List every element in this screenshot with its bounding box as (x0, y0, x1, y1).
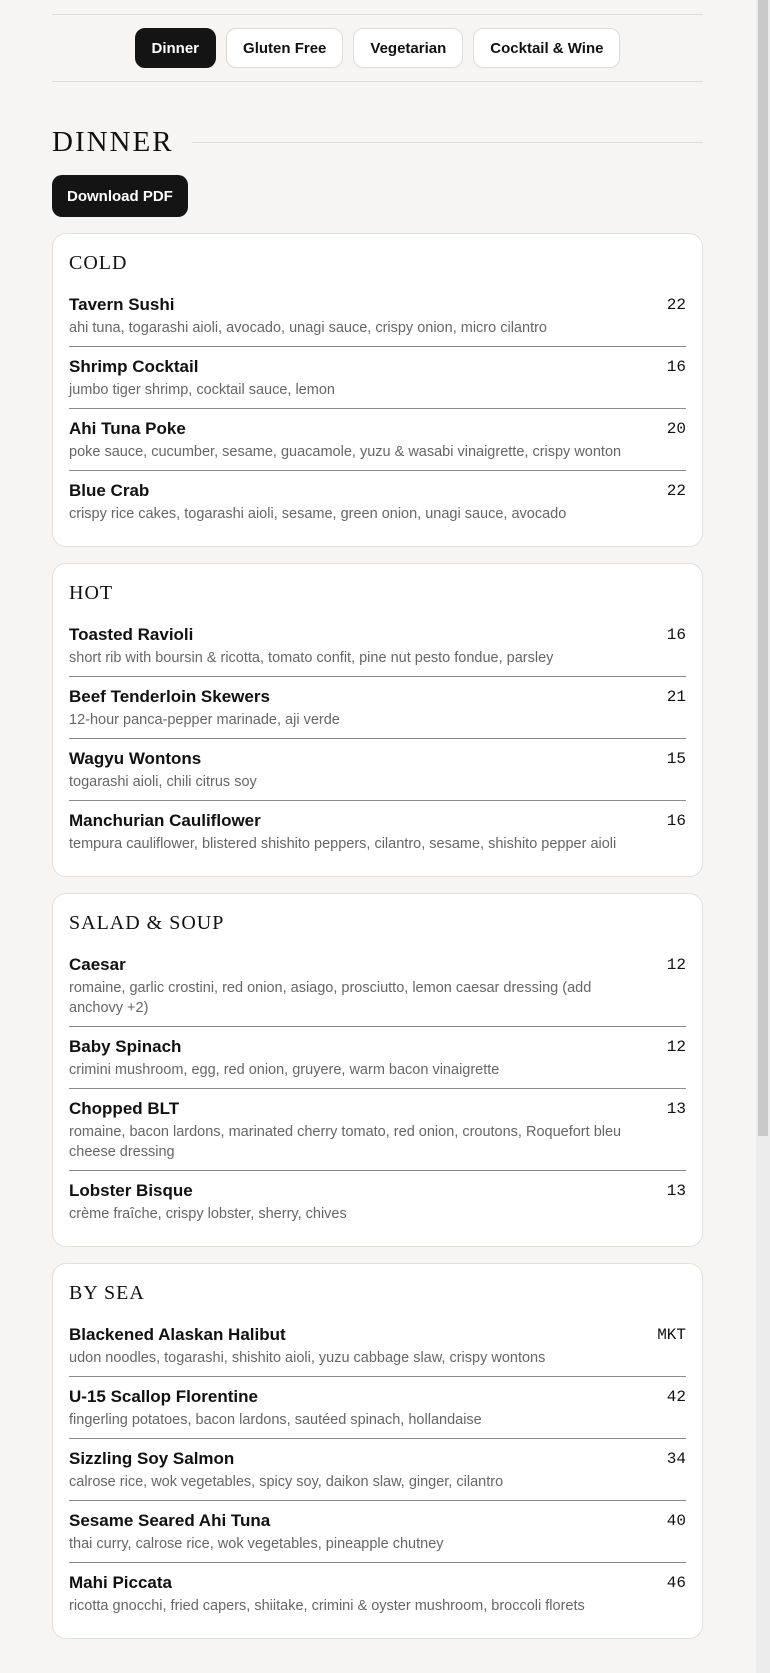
menu-item-description: crimini mushroom, egg, red onion, gruyere, warm bacon vinaigrette (69, 1062, 500, 1078)
menu-item-description: crème fraîche, crispy lobster, sherry, chives (69, 1206, 347, 1222)
menu-item-text (69, 1573, 667, 1616)
menu-item-price: 34 (666, 1450, 686, 1468)
menu-item-text (69, 687, 667, 730)
menu-item (69, 471, 686, 538)
menu-item-name: Sesame Seared Ahi Tuna (69, 1511, 271, 1530)
menu-item-text (69, 625, 667, 668)
menu-item-description: udon noodles, togarashi, shishito aioli, yuzu cabbage slaw, crispy wontons (69, 1350, 546, 1366)
section-title: HOT (69, 582, 114, 604)
menu-item-description: thai curry, calrose rice, wok vegetables, pineapple chutney (69, 1536, 444, 1552)
menu-item-price: 42 (666, 1388, 686, 1406)
menu-item-price: 40 (666, 1512, 686, 1530)
menu-item (69, 945, 686, 1027)
menu-item-description: calrose rice, wok vegetables, spicy soy, daikon slaw, ginger, cilantro (69, 1474, 504, 1490)
menu-item (69, 1563, 686, 1630)
heading-divider (192, 142, 703, 143)
menu-item-name: Manchurian Cauliflower (69, 811, 261, 830)
menu-item-name: Beef Tenderloin Skewers (69, 687, 270, 706)
menu-item-description: 12-hour panca-pepper marinade, aji verde (69, 712, 340, 728)
menu-item (69, 409, 686, 471)
menu-item-description: poke sauce, cucumber, sesame, guacamole, yuzu & wasabi vinaigrette, crispy wonton (69, 444, 622, 460)
menu-item-price: MKT (657, 1326, 686, 1344)
menu-item-text (69, 1181, 667, 1224)
menu-item-price: 15 (666, 750, 686, 768)
menu-item (69, 1377, 686, 1439)
menu-item-price: 16 (666, 358, 686, 376)
menu-item-description: togarashi aioli, chili citrus soy (69, 774, 257, 790)
menu-item-name: Baby Spinach (69, 1037, 182, 1056)
menu-item-description: fingerling potatoes, bacon lardons, sautéed spinach, hollandaise (69, 1412, 482, 1428)
menu-tabs (52, 14, 703, 82)
page-heading (52, 126, 703, 159)
menu-item (69, 347, 686, 409)
tab-cocktail-wine[interactable]: Cocktail & Wine (473, 28, 620, 68)
tab-gluten-free[interactable]: Gluten Free (226, 28, 343, 68)
menu-item-description: crispy rice cakes, togarashi aioli, sesame, green onion, unagi sauce, avocado (69, 506, 567, 522)
menu-item-name: Mahi Piccata (69, 1573, 172, 1592)
menu-item (69, 1501, 686, 1563)
menu-item-text (69, 357, 667, 400)
menu-item-name: Blue Crab (69, 481, 150, 500)
menu-item-price: 16 (666, 812, 686, 830)
menu-item-description: tempura cauliflower, blistered shishito peppers, cilantro, sesame, shishito pepper aioli (69, 836, 617, 852)
menu-item (69, 739, 686, 801)
menu-item (69, 1089, 686, 1171)
menu-item-text (69, 1037, 667, 1080)
menu-item-price: 22 (666, 482, 686, 500)
menu-item-text (69, 1099, 667, 1162)
menu-item-name: Ahi Tuna Poke (69, 419, 186, 438)
menu-section (52, 563, 703, 877)
menu-item-text (69, 419, 667, 462)
menu-item-description: romaine, bacon lardons, marinated cherry tomato, red onion, croutons, Roquefort bleu cheese dressing (69, 1124, 622, 1160)
menu-item-description: jumbo tiger shrimp, cocktail sauce, lemon (69, 382, 335, 398)
tab-vegetarian[interactable]: Vegetarian (353, 28, 463, 68)
menu-item-text (69, 481, 667, 524)
menu-item-name: Caesar (69, 955, 126, 974)
menu-item (69, 1171, 686, 1238)
menu-item-text (69, 295, 667, 338)
menu-section (52, 893, 703, 1247)
menu-item (69, 801, 686, 868)
menu-section (52, 233, 703, 547)
menu-item-price: 46 (666, 1574, 686, 1592)
menu-item-price: 21 (666, 688, 686, 706)
menu-item-name: Sizzling Soy Salmon (69, 1449, 235, 1468)
menu-item-description: ahi tuna, togarashi aioli, avocado, unagi sauce, crispy onion, micro cilantro (69, 320, 547, 336)
menu-item-text (69, 1325, 657, 1368)
menu-item (69, 1027, 686, 1089)
menu-item-text (69, 811, 667, 854)
menu-item-price: 13 (666, 1100, 686, 1118)
tab-dinner[interactable]: Dinner (135, 28, 217, 68)
page-scrollbar[interactable] (756, 0, 770, 1673)
menu-item-name: Toasted Ravioli (69, 625, 194, 644)
menu-section (52, 1263, 703, 1639)
menu-item-text (69, 1449, 667, 1492)
menu-item-price: 13 (666, 1182, 686, 1200)
menu-item (69, 677, 686, 739)
section-title: COLD (69, 252, 128, 274)
menu-item-price: 20 (666, 420, 686, 438)
page-title: DINNER (52, 126, 174, 158)
menu-item-price: 22 (666, 296, 686, 314)
section-title: BY SEA (69, 1282, 145, 1304)
menu-item-text (69, 749, 667, 792)
scrollbar-thumb[interactable] (758, 0, 768, 1136)
menu-item-name: Lobster Bisque (69, 1181, 193, 1200)
section-title: SALAD & SOUP (69, 912, 225, 934)
menu-item-name: U-15 Scallop Florentine (69, 1387, 258, 1406)
menu-item (69, 1315, 686, 1377)
menu-item-text (69, 955, 667, 1018)
menu-item-price: 12 (666, 1038, 686, 1056)
menu-item-description: romaine, garlic crostini, red onion, asiago, prosciutto, lemon caesar dressing (add anchovy +2) (69, 980, 592, 1016)
menu-item-name: Chopped BLT (69, 1099, 180, 1118)
menu-container (52, 0, 703, 1639)
menu-item-price: 12 (666, 956, 686, 974)
menu-item (69, 615, 686, 677)
menu-item-name: Shrimp Cocktail (69, 357, 199, 376)
menu-item-text (69, 1511, 667, 1554)
menu-item (69, 285, 686, 347)
menu-item (69, 1439, 686, 1501)
menu-sections (52, 233, 703, 1639)
download-pdf-button[interactable]: Download PDF (52, 175, 188, 217)
menu-item-name: Wagyu Wontons (69, 749, 202, 768)
menu-item-price: 16 (666, 626, 686, 644)
menu-item-text (69, 1387, 667, 1430)
menu-item-description: short rib with boursin & ricotta, tomato confit, pine nut pesto fondue, parsley (69, 650, 554, 666)
menu-item-description: ricotta gnocchi, fried capers, shiitake, crimini & oyster mushroom, broccoli florets (69, 1598, 585, 1614)
menu-item-name: Blackened Alaskan Halibut (69, 1325, 286, 1344)
menu-item-name: Tavern Sushi (69, 295, 175, 314)
